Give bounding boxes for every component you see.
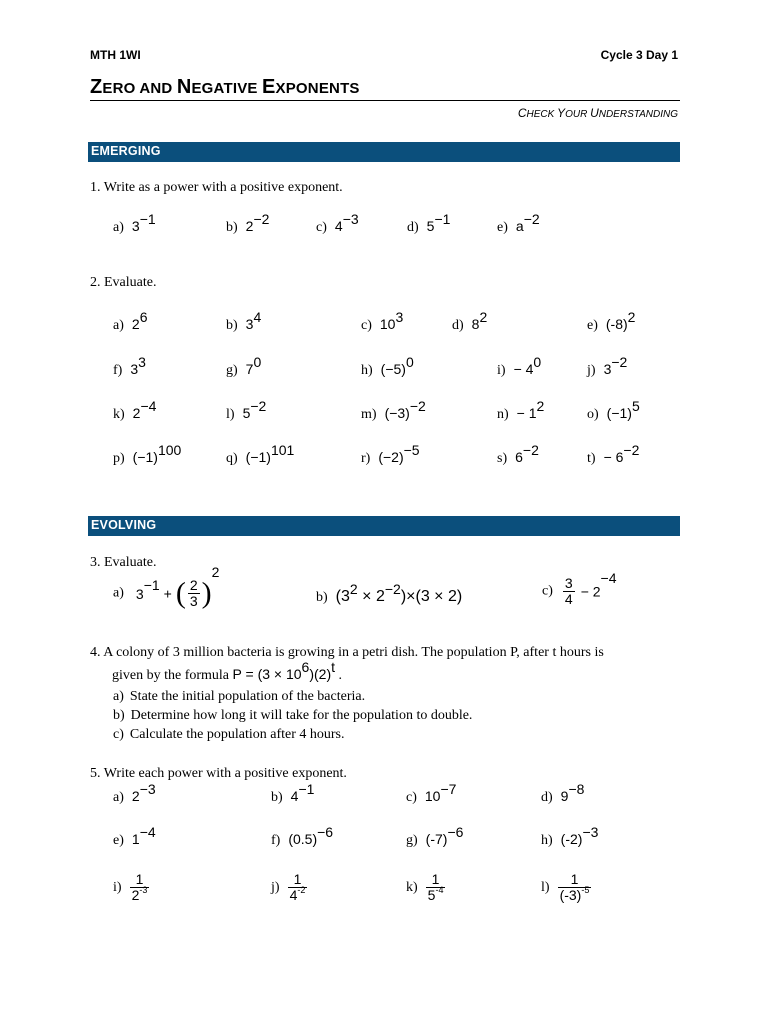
item-label: c) [542, 583, 553, 599]
math-exponent: 0 [533, 353, 542, 370]
math-base: 10 [424, 788, 441, 804]
math-exponent: 3 [138, 353, 146, 370]
math-base: 4 [334, 218, 343, 234]
part-text: State the initial population of the bacteria. [129, 689, 366, 704]
item-label: b) [226, 220, 238, 235]
formula-exponent: 6 [301, 659, 310, 676]
math-base: 3 [135, 585, 144, 602]
math-base: 5 [427, 887, 436, 903]
math-base: 3 [603, 361, 612, 377]
math-base: (-2) [560, 831, 583, 847]
fraction [563, 576, 575, 607]
item-label: n) [497, 407, 509, 422]
exercise-item [406, 780, 457, 806]
math-base: 4 [289, 887, 298, 903]
math-exponent: 0 [405, 353, 414, 370]
item-label: h) [541, 833, 553, 848]
item-label: c) [316, 220, 327, 235]
math-exponent: −2 [522, 441, 539, 458]
math-base: (−1) [132, 449, 158, 465]
math-base: 2 [132, 405, 141, 421]
question-3b [316, 580, 463, 606]
item-label: g) [226, 363, 238, 378]
fraction-item [271, 872, 309, 903]
exercise-item [113, 397, 157, 423]
math-expression: × 2 [357, 588, 385, 605]
math-base: 8 [471, 316, 480, 332]
fraction-item [406, 872, 447, 903]
item-label: p) [113, 451, 125, 466]
item-label: b) [226, 318, 238, 333]
math-base: (−5) [380, 361, 406, 377]
item-label: k) [113, 407, 125, 422]
item-label: d) [541, 790, 553, 805]
math-base: 9 [560, 788, 569, 804]
math-expression: − 2 [580, 583, 601, 600]
math-exponent: 2 [627, 308, 636, 325]
math-exponent: 5 [631, 397, 640, 414]
fraction-denominator [130, 887, 150, 903]
exercise-item [113, 353, 146, 379]
item-label: k) [406, 879, 418, 895]
math-base: 5 [426, 218, 435, 234]
math-exponent: 6 [139, 308, 148, 325]
math-exponent: −6 [447, 823, 464, 840]
question-3-prompt: 3. Evaluate. [90, 555, 157, 570]
math-exponent: −3 [582, 823, 599, 840]
title-part: ERO AND [102, 80, 177, 97]
exercise-item [271, 823, 334, 849]
section-title: EVOLVING [91, 518, 157, 532]
item-label: o) [587, 407, 599, 422]
fraction-numerator: 2 [189, 577, 198, 593]
exercise-item [587, 441, 640, 467]
math-exponent: -3 [139, 885, 148, 896]
math-exponent: -5 [581, 885, 590, 896]
math-base: (−3) [384, 405, 410, 421]
item-label: c) [361, 318, 372, 333]
math-base: 2 [131, 788, 140, 804]
cycle-label: Cycle 3 Day 1 [600, 48, 678, 62]
math-exponent: −4 [600, 569, 617, 586]
item-label: e) [497, 220, 508, 235]
fraction-numerator: 1 [135, 871, 144, 887]
math-exponent: −1 [139, 210, 156, 227]
math-expression: )×(3 × 2) [400, 588, 463, 605]
question-4-text: given by the formula [112, 668, 233, 683]
fraction [558, 872, 592, 903]
subtitle-part: HECK [526, 109, 558, 120]
math-base: (−1) [245, 449, 271, 465]
item-label: s) [497, 451, 508, 466]
exercise-item [587, 353, 628, 379]
math-exponent: −1 [143, 576, 160, 593]
formula: P = (3 × 10 [232, 666, 302, 682]
math-base: (-3) [559, 887, 582, 903]
exercise-item [497, 210, 540, 236]
item-label: l) [226, 407, 235, 422]
math-exponent: −5 [403, 441, 420, 458]
fraction-numerator: 1 [431, 871, 440, 887]
exercise-item [452, 308, 488, 334]
exercise-item [361, 308, 404, 334]
fraction [288, 872, 308, 903]
fraction-denominator [288, 887, 308, 903]
item-label: c) [406, 790, 417, 805]
math-base: (−2) [378, 449, 404, 465]
exercise-item [113, 441, 182, 467]
subtitle-part: OUR [565, 109, 591, 120]
exercise-item [497, 397, 545, 423]
section-band-emerging [88, 142, 680, 162]
math-exponent: 3 [395, 308, 404, 325]
formula-exponent: t [331, 659, 336, 676]
fraction-numerator: 3 [564, 575, 573, 591]
item-label: j) [587, 363, 596, 378]
fraction-denominator: 3 [189, 593, 198, 609]
math-base: − 4 [513, 361, 534, 377]
fraction [188, 578, 200, 609]
page-title [90, 76, 360, 99]
subtitle-part: NDERSTANDING [598, 109, 678, 120]
part-text: Determine how long it will take for the population to double. [130, 708, 473, 723]
item-label: a) [113, 318, 124, 333]
math-exponent: −1 [434, 210, 451, 227]
title-part: Z [90, 76, 103, 98]
exercise-item [226, 210, 270, 236]
item-label: f) [271, 833, 281, 848]
math-exponent: −6 [317, 823, 334, 840]
math-exponent: −2 [623, 441, 640, 458]
math-base: 2 [131, 316, 140, 332]
math-exponent: 2 [211, 563, 220, 580]
question-4-line2 [112, 659, 343, 684]
fraction-item [113, 872, 151, 903]
item-label: g) [406, 833, 418, 848]
title-part: XPONENTS [275, 80, 360, 97]
math-exponent: −2 [409, 397, 426, 414]
formula: )(2) [309, 666, 332, 682]
question-4-part [113, 689, 365, 705]
fraction [426, 872, 446, 903]
item-label: a) [113, 689, 124, 704]
math-exponent: −8 [568, 780, 585, 797]
exercise-item [113, 308, 148, 334]
part-text: Calculate the population after 4 hours. [129, 727, 345, 742]
title-part: E [261, 76, 276, 98]
math-base: 2 [131, 887, 140, 903]
title-part: N [176, 76, 192, 98]
exercise-item [316, 210, 359, 236]
math-base: 3 [245, 316, 254, 332]
math-exponent: −4 [140, 397, 157, 414]
item-label: m) [361, 407, 377, 422]
math-exponent: 2 [479, 308, 488, 325]
math-base: (0.5) [288, 831, 318, 847]
question-3c [542, 569, 617, 607]
item-label: a) [113, 790, 124, 805]
fraction [130, 872, 150, 903]
math-base: 3 [131, 218, 140, 234]
close-paren-icon: ) [201, 576, 212, 610]
math-exponent: −3 [342, 210, 359, 227]
question-4-line1: 4. A colony of 3 million bacteria is growing in a petri dish. The population P, after t hours is [90, 645, 604, 660]
exercise-item [113, 210, 156, 236]
subtitle-part: U [590, 106, 599, 120]
math-base: 5 [242, 405, 251, 421]
math-exponent: 100 [157, 441, 182, 458]
item-label: e) [587, 318, 598, 333]
item-label: e) [113, 833, 124, 848]
item-label: a) [113, 585, 124, 601]
item-label: j) [271, 879, 280, 895]
exercise-item [113, 823, 156, 849]
math-base: 6 [515, 449, 523, 465]
exercise-item [361, 441, 420, 467]
item-label: i) [497, 363, 506, 378]
math-exponent: −3 [139, 780, 156, 797]
item-label: l) [541, 879, 550, 895]
item-label: d) [452, 318, 464, 333]
math-operator: + [163, 585, 172, 602]
subtitle-part: Y [557, 106, 566, 120]
question-1-prompt: 1. Write as a power with a positive exponent. [90, 180, 343, 195]
item-label: t) [587, 451, 596, 466]
math-base: (−1) [606, 405, 632, 421]
math-exponent: -2 [297, 885, 306, 896]
math-exponent: −2 [253, 210, 270, 227]
exercise-item [361, 353, 414, 379]
item-label: q) [226, 451, 238, 466]
math-expression: (3 [335, 588, 350, 605]
exercise-item [226, 397, 267, 423]
math-exponent: 2 [349, 580, 358, 597]
question-4-part [113, 727, 345, 743]
math-exponent: 0 [253, 353, 262, 370]
exercise-item [226, 353, 262, 379]
math-exponent: −2 [523, 210, 540, 227]
math-exponent: −2 [250, 397, 267, 414]
math-base: 1 [131, 831, 140, 847]
question-4-part [113, 708, 472, 724]
exercise-item [113, 780, 156, 806]
item-label: c) [113, 727, 124, 742]
fraction-denominator [426, 887, 446, 903]
question-2-prompt: 2. Evaluate. [90, 275, 157, 290]
fraction-numerator: 1 [293, 871, 302, 887]
item-label: b) [271, 790, 283, 805]
item-label: r) [361, 451, 371, 466]
math-exponent: 101 [270, 441, 295, 458]
item-label: i) [113, 879, 122, 895]
exercise-item [407, 210, 451, 236]
exercise-item [587, 397, 640, 423]
item-label: b) [316, 590, 328, 605]
exercise-item [271, 780, 315, 806]
math-base: (-7) [425, 831, 448, 847]
fraction-denominator: 4 [564, 591, 573, 607]
title-part: EGATIVE [191, 80, 262, 97]
math-base: − 1 [516, 405, 537, 421]
exercise-item [226, 441, 295, 467]
math-base: 10 [379, 316, 396, 332]
math-exponent: -4 [435, 885, 444, 896]
item-label: f) [113, 363, 123, 378]
item-label: d) [407, 220, 419, 235]
math-base: (-8) [605, 316, 628, 332]
fraction-numerator: 1 [570, 871, 579, 887]
exercise-item [497, 441, 539, 467]
item-label: h) [361, 363, 373, 378]
fraction-item [541, 872, 593, 903]
subtitle [518, 106, 678, 120]
title-rule [90, 100, 680, 101]
math-base: a [515, 218, 524, 234]
math-base: 3 [130, 361, 139, 377]
open-paren-icon: ( [175, 576, 186, 610]
math-base: 4 [290, 788, 299, 804]
section-band-evolving [88, 516, 680, 536]
question-3a [113, 563, 220, 610]
math-exponent: −4 [139, 823, 156, 840]
item-label: b) [113, 708, 125, 723]
exercise-item [361, 397, 426, 423]
question-5-prompt: 5. Write each power with a positive exponent. [90, 766, 347, 781]
exercise-item [541, 823, 599, 849]
exercise-item [406, 823, 464, 849]
math-base: − 6 [603, 449, 624, 465]
math-base: 2 [245, 218, 254, 234]
subtitle-part: C [517, 106, 527, 120]
math-exponent: −1 [298, 780, 315, 797]
math-exponent: −7 [440, 780, 457, 797]
exercise-item [226, 308, 262, 334]
section-title: EMERGING [91, 144, 161, 158]
fraction-denominator [558, 887, 592, 903]
exercise-item [541, 780, 585, 806]
item-label: a) [113, 220, 124, 235]
math-exponent: −2 [611, 353, 628, 370]
exercise-item [497, 353, 542, 379]
exercise-item [587, 308, 636, 334]
math-exponent: −2 [384, 580, 401, 597]
math-base: 7 [245, 361, 254, 377]
math-exponent: 4 [253, 308, 262, 325]
math-exponent: 2 [536, 397, 545, 414]
question-4-text: . [335, 668, 343, 683]
course-code: MTH 1WI [90, 48, 141, 62]
